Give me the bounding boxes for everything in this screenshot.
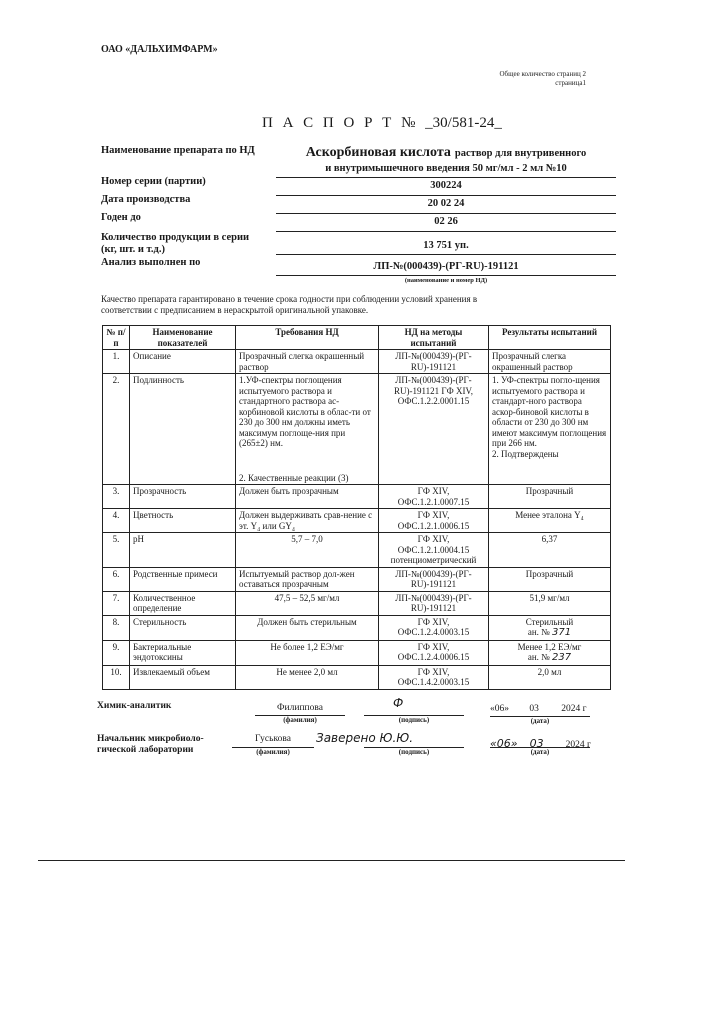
row-method: ГФ XIV, ОФС.1.2.1.0006.15 <box>379 509 489 533</box>
row-num: 4. <box>103 509 130 533</box>
chemist-date-year: 2024 г <box>561 704 587 714</box>
head-label-line2: гической лаборатории <box>97 745 194 755</box>
chemist-date-day: «06» <box>490 704 509 714</box>
header-name: Наименование показателей <box>130 326 236 350</box>
row-method: ГФ XIV, ОФС.1.4.2.0003.15 <box>379 665 489 689</box>
row-requirement: Должен быть прозрачным <box>236 485 379 509</box>
chemist-date-month: 03 <box>529 704 539 714</box>
row-result: Прозрачный <box>489 485 611 509</box>
row-result: 2,0 мл <box>489 665 611 689</box>
row-requirement: Должен быть стерильным <box>236 615 379 640</box>
chemist-label: Химик-аналитик <box>97 701 172 711</box>
result-part1: 1. УФ-спектры погло-щения испытуемого раствора и стандарт-ного раствора аскор-биновой кислоты в области от 230 до 300 нм имеют максимум поглощения при 266 нм. <box>492 375 607 448</box>
table-row <box>103 640 611 665</box>
row-name: Описание <box>130 350 236 374</box>
row-result: Менее эталона Y₄ <box>489 509 611 533</box>
document-title <box>262 115 502 132</box>
head-label <box>97 734 204 756</box>
drug-name: Аскорбиновая кислота <box>305 145 451 160</box>
page-count <box>500 70 587 88</box>
company-name: ОАО «ДАЛЬХИМФАРМ» <box>101 44 218 55</box>
divider <box>276 254 616 255</box>
analysis-no-label: ан. № <box>527 652 550 662</box>
caption-surname: (фамилия) <box>283 716 317 724</box>
analysis-no-label: ан. № <box>527 627 550 637</box>
row-num: 10. <box>103 665 130 689</box>
result-value: Менее 1,2 ЕЭ/мг <box>517 641 582 652</box>
analysis-no <box>492 652 607 664</box>
row-requirement: Не менее 2,0 мл <box>236 665 379 689</box>
analysis-no <box>492 627 607 639</box>
quality-note: Качество препарата гарантировано в течение срока годности при соблюдении условий хранения в соответствии с предписанием в нераскрытой оригинальной упаковке. <box>101 294 478 315</box>
row-num: 7. <box>103 591 130 615</box>
row-result: 6,37 <box>489 533 611 568</box>
title-prefix: П А С П О Р Т № <box>262 115 419 131</box>
table-row <box>103 374 611 485</box>
analysis-caption: (наименование и номер НД) <box>404 277 488 284</box>
table-header <box>103 326 611 350</box>
row-requirement: 5,7 – 7,0 <box>236 533 379 568</box>
row-num: 5. <box>103 533 130 568</box>
divider <box>276 195 616 196</box>
series-value: 300224 <box>430 180 462 191</box>
chemist-name: Филиппова <box>277 703 323 713</box>
analysis-value: ЛП-№(000439)-(РГ-RU)-191121 <box>373 261 519 272</box>
date-label: Дата производства <box>101 194 191 205</box>
pages-total: Общее количество страниц 2 <box>499 70 586 78</box>
row-name: Прозрачность <box>130 485 236 509</box>
table-row <box>103 665 611 689</box>
head-name: Гуськова <box>255 734 291 744</box>
row-name: pH <box>130 533 236 568</box>
row-method: ЛП-№(000439)-(РГ-RU)-191121 ГФ XIV, ОФС.1.2.2.0001.15 <box>379 374 489 485</box>
chemist-date <box>490 704 587 714</box>
table-row <box>103 350 611 374</box>
expiry-value: 02 26 <box>434 216 458 227</box>
row-method: ЛП-№(000439)-(РГ-RU)-191121 <box>379 567 489 591</box>
row-name: Бактериальные эндотоксины <box>130 640 236 665</box>
caption-surname: (фамилия) <box>256 748 290 756</box>
date-value: 20 02 24 <box>427 198 465 209</box>
header-requirements: Требования НД <box>236 326 379 350</box>
header-methods: НД на методы испытаний <box>379 326 489 350</box>
row-num: 8. <box>103 615 130 640</box>
row-method: ГФ XIV, ОФС.1.2.4.0003.15 <box>379 615 489 640</box>
drug-desc1: раствор для внутривенного <box>454 148 587 159</box>
row-requirement: Должен выдерживать срав-нение с эт. Y₄ или GY₄ <box>236 509 379 533</box>
drug-label: Наименование препарата по НД <box>101 145 255 156</box>
row-name: Стерильность <box>130 615 236 640</box>
drug-name-block <box>276 143 616 161</box>
row-requirement: Не более 1,2 ЕЭ/мг <box>236 640 379 665</box>
row-name: Подлинность <box>130 374 236 485</box>
row-num: 3. <box>103 485 130 509</box>
divider <box>276 177 616 178</box>
row-result <box>489 615 611 640</box>
head-handwritten-note: Заверено Ю.Ю. <box>316 731 414 745</box>
table-row <box>103 485 611 509</box>
result-value: Стерильный <box>525 616 574 627</box>
requirement-part2: 2. Качественные реакции (3) <box>239 472 349 483</box>
row-result: Прозрачный <box>489 567 611 591</box>
bottom-rule <box>38 860 625 861</box>
row-result <box>489 374 611 485</box>
analysis-no-handwritten: 237 <box>552 652 572 663</box>
row-num: 2. <box>103 374 130 485</box>
passport-number: _30/581-24_ <box>425 115 502 131</box>
result-part2: 2. Подтверждены <box>492 448 559 459</box>
divider <box>276 275 616 276</box>
head-date-day: «06» <box>490 737 518 750</box>
head-date-month: 03 <box>529 737 544 750</box>
row-result: 51,9 мг/мл <box>489 591 611 615</box>
row-num: 1. <box>103 350 130 374</box>
header-results: Результаты испытаний <box>489 326 611 350</box>
row-method: ЛП-№(000439)-(РГ-RU)-191121 <box>379 350 489 374</box>
row-num: 6. <box>103 567 130 591</box>
caption-sign: (подпись) <box>398 716 430 724</box>
row-requirement: Испытуемый раствор дол-жен оставаться прозрачным <box>236 567 379 591</box>
divider <box>276 231 616 232</box>
analysis-label: Анализ выполнен по <box>101 257 201 268</box>
row-requirement: 47,5 – 52,5 мг/мл <box>236 591 379 615</box>
head-date-year: 2024 г <box>565 740 591 750</box>
head-label-line1: Начальник микробиоло- <box>97 734 204 744</box>
row-result <box>489 640 611 665</box>
row-name: Цветность <box>130 509 236 533</box>
caption-date: (дата) <box>530 717 550 725</box>
row-method: ГФ XIV, ОФС.1.2.4.0006.15 <box>379 640 489 665</box>
table-row <box>103 509 611 533</box>
qty-label-line1: Количество продукции в серии <box>101 232 250 243</box>
row-requirement: Прозрачный слегка окрашенный раствор <box>236 350 379 374</box>
header-num: № п/п <box>103 326 130 350</box>
drug-desc2: и внутримышечного введения 50 мг/мл - 2 мл №10 <box>325 163 567 174</box>
qty-label <box>101 232 249 256</box>
row-num: 9. <box>103 640 130 665</box>
requirement-part1: 1.УФ-спектры поглощения испытуемого раствора и стандартного раствора ас-корбиновой кислоты в облас-ти от 230 до 300 нм должны иметь максимум поглоще-ния при (265±2) нм. <box>239 375 371 448</box>
row-name: Количественное определение <box>130 591 236 615</box>
row-method: ЛП-№(000439)-(РГ-RU)-191121 <box>379 591 489 615</box>
divider <box>276 213 616 214</box>
caption-sign: (подпись) <box>398 748 430 756</box>
row-requirement <box>236 374 379 485</box>
row-name: Родственные примеси <box>130 567 236 591</box>
expiry-label: Годен до <box>101 212 141 223</box>
qty-label-line2: (кг, шт. и т.д.) <box>101 244 165 255</box>
analysis-no-handwritten: 371 <box>552 627 572 638</box>
table-row <box>103 533 611 568</box>
table-row <box>103 591 611 615</box>
chemist-signature: Ф <box>393 696 404 710</box>
table-row <box>103 567 611 591</box>
caption-date: (дата) <box>530 748 550 756</box>
series-label: Номер серии (партии) <box>101 176 206 187</box>
qty-value: 13 751 уп. <box>423 240 469 251</box>
page-label: страница1 <box>555 79 586 87</box>
row-name: Извлекаемый объем <box>130 665 236 689</box>
row-result: Прозрачный слегка окрашенный раствор <box>489 350 611 374</box>
results-table <box>102 325 611 690</box>
row-method: ГФ XIV, ОФС.1.2.1.0004.15 потенциометрический <box>379 533 489 568</box>
row-method: ГФ XIV, ОФС.1.2.1.0007.15 <box>379 485 489 509</box>
table-row <box>103 615 611 640</box>
